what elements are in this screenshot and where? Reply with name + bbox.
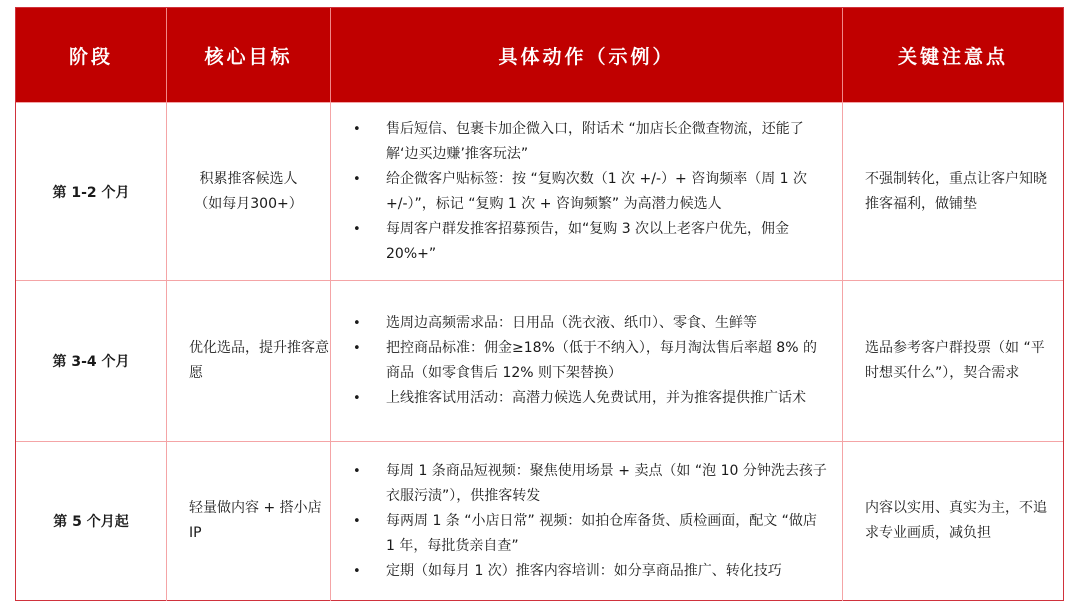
goal-text: 轻量做内容 + 搭小店 IP xyxy=(189,500,322,542)
actions-list xyxy=(351,117,828,267)
header-core-goal: 核心目标 xyxy=(166,8,330,102)
stage-cell xyxy=(16,281,166,441)
goal-line: （如每月300+） xyxy=(194,195,303,212)
action-item: • 定期（如每月 1 次）推客内容培训：如分享商品推广、转化技巧 xyxy=(351,559,828,584)
note-cell xyxy=(842,442,1063,601)
note-cell xyxy=(842,103,1063,280)
actions-cell xyxy=(330,281,842,441)
note-text: 内容以实用、真实为主，不追求专业画质，减负担 xyxy=(865,500,1047,542)
goal-cell xyxy=(166,103,330,280)
note-text: 选品参考客户群投票（如 “平时想买什么”），契合需求 xyxy=(865,340,1045,381)
goal-text: 优化选品，提升推客意愿 xyxy=(189,340,329,381)
action-item: • 上线推客试用活动：高潜力候选人免费试用，并为推客提供推广话术 xyxy=(351,386,828,411)
action-item: • 给企微客户贴标签：按 “复购次数（1 次 +/-）+ 咨询频率（周 1 次 +/-）”，标记 “复购 1 次 + 咨询频繁” 为高潜力候选人 xyxy=(351,167,828,217)
header-stage: 阶段 xyxy=(68,45,113,68)
goal-line: 积累推客候选人 xyxy=(199,170,298,187)
goal-text xyxy=(194,167,302,217)
stage-label: 第 1-2 个月 xyxy=(52,184,130,201)
actions-list xyxy=(351,311,828,411)
action-item: • 每两周 1 条 “小店日常” 视频：如拍仓库备货、质检画面，配文 “做店 1 年，每批货亲自查” xyxy=(351,509,828,559)
header-key-notes: 关键注意点 xyxy=(842,8,1063,102)
stage-cell xyxy=(16,442,166,601)
stage-label: 第 3-4 个月 xyxy=(52,354,130,370)
actions-list xyxy=(351,459,828,584)
actions-cell xyxy=(330,442,842,601)
note-cell xyxy=(842,281,1063,441)
table-row xyxy=(16,280,1063,441)
table-row xyxy=(16,102,1063,280)
goal-cell xyxy=(166,281,330,441)
actions-cell xyxy=(330,103,842,280)
header-actions: 具体动作（示例） xyxy=(330,8,842,102)
note-text: 不强制转化，重点让客户知晓推客福利，做铺垫 xyxy=(865,170,1047,212)
action-item: • 每周客户群发推客招募预告，如“复购 3 次以上老客户优先，佣金 20%+” xyxy=(351,217,828,267)
plan-table xyxy=(15,7,1064,601)
action-item: • 售后短信、包裹卡加企微入口，附话术 “加店长企微查物流，还能了解‘边买边赚’推客玩法” xyxy=(351,117,828,167)
action-item: • 每周 1 条商品短视频：聚焦使用场景 + 卖点（如 “泡 10 分钟洗去孩子衣服污渍”），供推客转发 xyxy=(351,459,828,509)
goal-cell xyxy=(166,442,330,601)
action-item: • 把控商品标准：佣金≥18%（低于不纳入），每月淘汰售后率超 8% 的商品（如零食售后 12% 则下架替换） xyxy=(351,336,828,386)
stage-cell xyxy=(16,103,166,280)
table-header-row xyxy=(16,8,1063,102)
table-row xyxy=(16,441,1063,601)
action-item: • 选周边高频需求品：日用品（洗衣液、纸巾）、零食、生鲜等 xyxy=(351,311,828,336)
stage-label: 第 5 个月起 xyxy=(53,514,129,531)
